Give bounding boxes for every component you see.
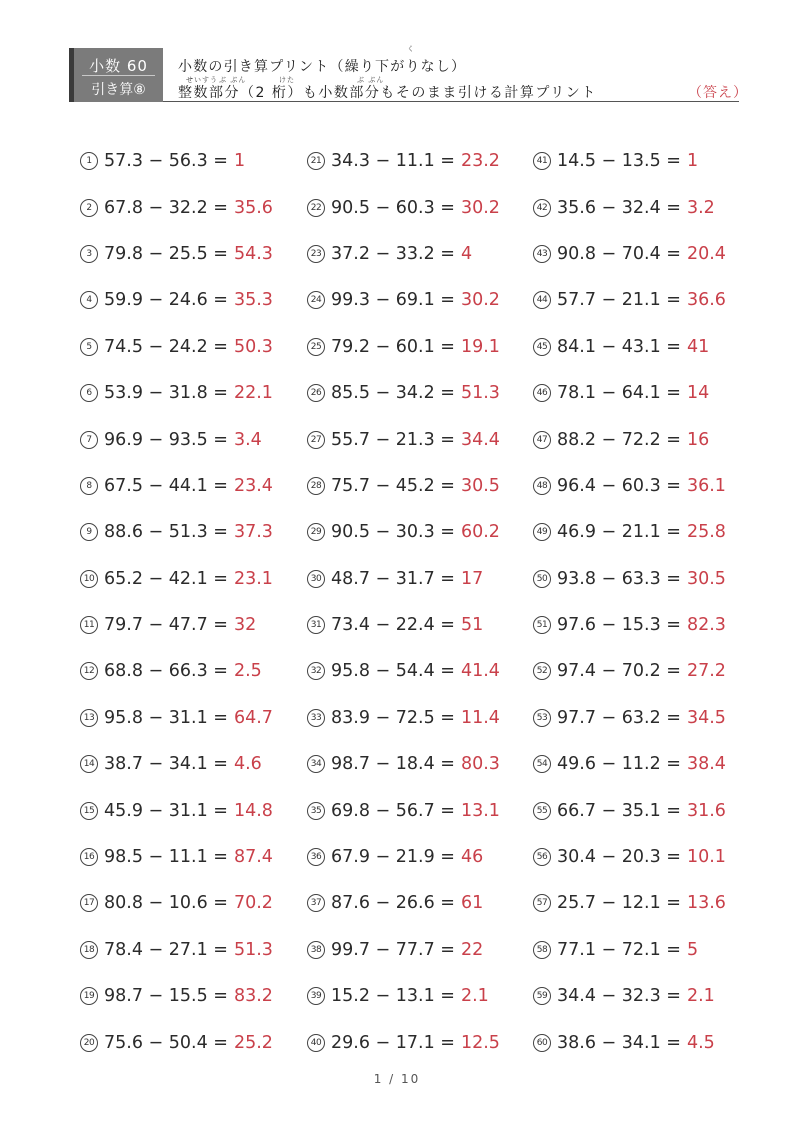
problem-expression: 97.4 − 70.2 = [557, 661, 681, 682]
problem-row [80, 324, 273, 370]
problem-expression: 90.5 − 60.3 = [331, 197, 455, 218]
problem-expression: 66.7 − 35.1 = [557, 800, 681, 821]
furigana-seisuu: せいすう [186, 76, 218, 84]
problem-expression: 85.5 − 34.2 = [331, 383, 455, 404]
problem-expression: 25.7 − 12.1 = [557, 893, 681, 914]
problem-number-badge: 12 [80, 662, 98, 680]
problem-row [80, 787, 273, 833]
problem-number-badge: 47 [533, 431, 551, 449]
problem-row [80, 277, 273, 323]
problem-answer: 3.4 [233, 429, 262, 450]
problem-number-badge: 23 [307, 245, 325, 263]
problem-expression: 67.5 − 44.1 = [104, 475, 228, 496]
problem-number-badge: 19 [80, 987, 98, 1005]
problem-row [80, 556, 273, 602]
problem-expression: 83.9 − 72.5 = [331, 707, 455, 728]
problem-answer: 35.6 [233, 197, 273, 218]
problem-answer: 51.3 [460, 383, 500, 404]
furigana-ku: く [407, 45, 414, 53]
problem-expression: 67.9 − 21.9 = [331, 847, 455, 868]
problem-number-badge: 52 [533, 662, 551, 680]
problem-answer: 64.7 [233, 707, 273, 728]
problem-number-badge: 13 [80, 709, 98, 727]
problem-number-badge: 16 [80, 848, 98, 866]
problem-expression: 57.3 − 56.3 = [104, 151, 228, 172]
problem-answer: 41 [686, 336, 710, 357]
problem-number-badge: 15 [80, 802, 98, 820]
problem-expression: 75.7 − 45.2 = [331, 475, 455, 496]
problem-expression: 29.6 − 17.1 = [331, 1032, 455, 1053]
problem-row [307, 834, 500, 880]
problem-row [80, 1019, 273, 1065]
problem-number-badge: 42 [533, 199, 551, 217]
problem-number-badge: 60 [533, 1034, 551, 1052]
problem-row [533, 927, 726, 973]
worksheet-subtitle: 整数部分（2 桁）も小数部分もそのまま引ける計算プリント [178, 85, 597, 101]
problem-expression: 98.5 − 11.1 = [104, 847, 228, 868]
problem-answer: 3.2 [686, 197, 715, 218]
problem-answer: 2.5 [233, 661, 262, 682]
problem-expression: 45.9 − 31.1 = [104, 800, 228, 821]
problem-number-badge: 58 [533, 941, 551, 959]
problem-row [80, 834, 273, 880]
problem-expression: 99.3 − 69.1 = [331, 290, 455, 311]
problem-expression: 97.7 − 63.2 = [557, 707, 681, 728]
problem-number-badge: 5 [80, 338, 98, 356]
problem-expression: 75.6 − 50.4 = [104, 1032, 228, 1053]
problem-row [533, 1019, 726, 1065]
problem-expression: 78.1 − 64.1 = [557, 383, 681, 404]
problem-answer: 38.4 [686, 754, 726, 775]
problem-expression: 88.2 − 72.2 = [557, 429, 681, 450]
problem-answer: 13.6 [686, 893, 726, 914]
problem-expression: 65.2 − 42.1 = [104, 568, 228, 589]
problem-number-badge: 21 [307, 152, 325, 170]
problem-number-badge: 4 [80, 291, 98, 309]
furigana-bubun-2: ぶ ぶん [357, 76, 385, 84]
problem-expression: 79.2 − 60.1 = [331, 336, 455, 357]
problem-row [307, 1019, 500, 1065]
problem-row [307, 509, 500, 555]
problem-row [533, 277, 726, 323]
problem-row [80, 463, 273, 509]
problem-row [533, 648, 726, 694]
problem-number-badge: 17 [80, 894, 98, 912]
problem-expression: 67.8 − 32.2 = [104, 197, 228, 218]
problem-answer: 32 [233, 615, 257, 636]
problem-number-badge: 10 [80, 570, 98, 588]
problem-answer: 4.6 [233, 754, 262, 775]
problem-expression: 96.4 − 60.3 = [557, 475, 681, 496]
problem-expression: 34.4 − 32.3 = [557, 986, 681, 1007]
problem-row [533, 880, 726, 926]
problem-row [307, 648, 500, 694]
problem-expression: 69.8 − 56.7 = [331, 800, 455, 821]
problem-row [533, 741, 726, 787]
problem-answer: 27.2 [686, 661, 726, 682]
problem-row [307, 277, 500, 323]
problem-expression: 73.4 − 22.4 = [331, 615, 455, 636]
problem-expression: 95.8 − 54.4 = [331, 661, 455, 682]
problem-expression: 30.4 − 20.3 = [557, 847, 681, 868]
problem-row [307, 231, 500, 277]
page-number: 1 / 10 [373, 1072, 421, 1086]
problem-answer: 10.1 [686, 847, 726, 868]
problem-expression: 48.7 − 31.7 = [331, 568, 455, 589]
problem-answer: 51 [460, 615, 484, 636]
problem-row [307, 927, 500, 973]
problem-row [533, 556, 726, 602]
problem-number-badge: 50 [533, 570, 551, 588]
problem-expression: 90.8 − 70.4 = [557, 243, 681, 264]
problem-expression: 96.9 − 93.5 = [104, 429, 228, 450]
problem-row [533, 138, 726, 184]
problem-number-badge: 41 [533, 152, 551, 170]
problem-answer: 22.1 [233, 383, 273, 404]
problem-answer: 36.6 [686, 290, 726, 311]
problem-row [307, 787, 500, 833]
problem-expression: 98.7 − 15.5 = [104, 986, 228, 1007]
problem-row [307, 880, 500, 926]
problem-row [80, 741, 273, 787]
problem-expression: 46.9 − 21.1 = [557, 522, 681, 543]
problem-expression: 79.8 − 25.5 = [104, 243, 228, 264]
problem-number-badge: 40 [307, 1034, 325, 1052]
problem-row [80, 509, 273, 555]
problem-row [307, 741, 500, 787]
problem-answer: 51.3 [233, 939, 273, 960]
problem-expression: 37.2 − 33.2 = [331, 243, 455, 264]
header-divider [163, 101, 739, 102]
problem-answer: 19.1 [460, 336, 500, 357]
problem-answer: 5 [686, 939, 699, 960]
problem-expression: 99.7 − 77.7 = [331, 939, 455, 960]
problem-answer: 30.2 [460, 197, 500, 218]
problem-row [80, 416, 273, 462]
problem-row [533, 184, 726, 230]
problem-number-badge: 1 [80, 152, 98, 170]
problem-expression: 93.8 − 63.3 = [557, 568, 681, 589]
problem-row [533, 973, 726, 1019]
problem-row [533, 787, 726, 833]
problem-answer: 37.3 [233, 522, 273, 543]
problem-expression: 34.3 − 11.1 = [331, 151, 455, 172]
problem-answer: 14.8 [233, 800, 273, 821]
problem-column-1 [80, 138, 273, 1066]
problem-answer: 25.8 [686, 522, 726, 543]
problem-answer: 70.2 [233, 893, 273, 914]
problem-number-badge: 31 [307, 616, 325, 634]
problem-answer: 23.2 [460, 151, 500, 172]
problem-row [307, 324, 500, 370]
problem-row [533, 231, 726, 277]
problem-answer: 35.3 [233, 290, 273, 311]
problem-number-badge: 39 [307, 987, 325, 1005]
problem-row [307, 138, 500, 184]
problem-number-badge: 57 [533, 894, 551, 912]
problem-answer: 30.2 [460, 290, 500, 311]
problem-number-badge: 32 [307, 662, 325, 680]
problem-number-badge: 8 [80, 477, 98, 495]
problem-number-badge: 59 [533, 987, 551, 1005]
problem-answer: 25.2 [233, 1032, 273, 1053]
problem-answer: 60.2 [460, 522, 500, 543]
problem-answer: 20.4 [686, 243, 726, 264]
problem-number-badge: 56 [533, 848, 551, 866]
problem-expression: 74.5 − 24.2 = [104, 336, 228, 357]
problem-answer: 36.1 [686, 475, 726, 496]
problem-row [80, 695, 273, 741]
problem-number-badge: 51 [533, 616, 551, 634]
problem-number-badge: 43 [533, 245, 551, 263]
problem-number-badge: 3 [80, 245, 98, 263]
problem-number-badge: 6 [80, 384, 98, 402]
problem-answer: 14 [686, 383, 710, 404]
problem-number-badge: 35 [307, 802, 325, 820]
answer-key-label: （答え） [688, 85, 748, 101]
problem-answer: 4 [460, 243, 473, 264]
furigana-keta: けた [279, 76, 295, 84]
problem-row [80, 927, 273, 973]
problem-number-badge: 20 [80, 1034, 98, 1052]
problem-row [307, 463, 500, 509]
problem-answer: 61 [460, 893, 484, 914]
badge-divider [82, 75, 155, 76]
problem-row [307, 695, 500, 741]
problem-expression: 53.9 − 31.8 = [104, 383, 228, 404]
problem-row [80, 370, 273, 416]
problem-number-badge: 18 [80, 941, 98, 959]
problem-number-badge: 7 [80, 431, 98, 449]
problem-expression: 14.5 − 13.5 = [557, 151, 681, 172]
problem-answer: 4.5 [686, 1032, 715, 1053]
problem-answer: 1 [233, 151, 246, 172]
problem-answer: 30.5 [460, 475, 500, 496]
problem-row [307, 973, 500, 1019]
problem-row [533, 695, 726, 741]
problem-row [80, 973, 273, 1019]
problem-expression: 35.6 − 32.4 = [557, 197, 681, 218]
problem-expression: 15.2 − 13.1 = [331, 986, 455, 1007]
problem-number-badge: 27 [307, 431, 325, 449]
problem-number-badge: 34 [307, 755, 325, 773]
problem-row [533, 370, 726, 416]
problem-row [307, 556, 500, 602]
problem-expression: 84.1 − 43.1 = [557, 336, 681, 357]
problem-expression: 77.1 − 72.1 = [557, 939, 681, 960]
problem-number-badge: 37 [307, 894, 325, 912]
problem-number-badge: 45 [533, 338, 551, 356]
problem-row [80, 648, 273, 694]
problem-number-badge: 9 [80, 523, 98, 541]
problem-number-badge: 44 [533, 291, 551, 309]
problem-number-badge: 30 [307, 570, 325, 588]
problem-number-badge: 25 [307, 338, 325, 356]
worksheet-badge [69, 48, 163, 102]
problem-answer: 16 [686, 429, 710, 450]
problem-number-badge: 53 [533, 709, 551, 727]
problem-row [307, 416, 500, 462]
problem-answer: 31.6 [686, 800, 726, 821]
problem-row [533, 509, 726, 555]
problem-number-badge: 28 [307, 477, 325, 495]
problem-expression: 97.6 − 15.3 = [557, 615, 681, 636]
problem-expression: 78.4 − 27.1 = [104, 939, 228, 960]
problem-answer: 1 [686, 151, 699, 172]
problem-number-badge: 36 [307, 848, 325, 866]
badge-unit-label: 引き算⑧ [91, 82, 146, 98]
furigana-bubun-1: ぶ ぶん [219, 76, 247, 84]
worksheet-title: 小数の引き算プリント（繰り下がりなし） [178, 59, 467, 75]
problem-row [533, 463, 726, 509]
problem-expression: 98.7 − 18.4 = [331, 754, 455, 775]
problem-number-badge: 29 [307, 523, 325, 541]
problem-number-badge: 22 [307, 199, 325, 217]
problem-expression: 57.7 − 21.1 = [557, 290, 681, 311]
problem-number-badge: 14 [80, 755, 98, 773]
problem-expression: 55.7 − 21.3 = [331, 429, 455, 450]
problem-column-2 [307, 138, 500, 1066]
problem-number-badge: 55 [533, 802, 551, 820]
problem-number-badge: 38 [307, 941, 325, 959]
problem-answer: 87.4 [233, 847, 273, 868]
problem-row [533, 324, 726, 370]
problem-answer: 54.3 [233, 243, 273, 264]
problem-row [80, 602, 273, 648]
problem-answer: 41.4 [460, 661, 500, 682]
problem-row [80, 880, 273, 926]
problem-answer: 82.3 [686, 615, 726, 636]
problem-answer: 34.4 [460, 429, 500, 450]
problem-answer: 30.5 [686, 568, 726, 589]
problem-expression: 90.5 − 30.3 = [331, 522, 455, 543]
problem-number-badge: 33 [307, 709, 325, 727]
problem-expression: 87.6 − 26.6 = [331, 893, 455, 914]
problem-answer: 83.2 [233, 986, 273, 1007]
problem-column-3 [533, 138, 726, 1066]
problem-answer: 2.1 [460, 986, 489, 1007]
problem-expression: 68.8 − 66.3 = [104, 661, 228, 682]
problem-answer: 12.5 [460, 1032, 500, 1053]
problem-number-badge: 26 [307, 384, 325, 402]
problem-number-badge: 11 [80, 616, 98, 634]
problem-row [533, 834, 726, 880]
problem-answer: 50.3 [233, 336, 273, 357]
problem-row [307, 184, 500, 230]
problem-number-badge: 46 [533, 384, 551, 402]
problem-answer: 17 [460, 568, 484, 589]
problem-expression: 49.6 − 11.2 = [557, 754, 681, 775]
problem-number-badge: 2 [80, 199, 98, 217]
problem-answer: 23.4 [233, 475, 273, 496]
problem-answer: 2.1 [686, 986, 715, 1007]
problem-answer: 80.3 [460, 754, 500, 775]
problem-number-badge: 49 [533, 523, 551, 541]
problem-answer: 13.1 [460, 800, 500, 821]
problem-row [533, 602, 726, 648]
problem-answer: 46 [460, 847, 484, 868]
problem-answer: 22 [460, 939, 484, 960]
problem-row [307, 370, 500, 416]
problem-expression: 88.6 − 51.3 = [104, 522, 228, 543]
problem-number-badge: 48 [533, 477, 551, 495]
problem-expression: 79.7 − 47.7 = [104, 615, 228, 636]
problem-row [80, 184, 273, 230]
problem-row [80, 138, 273, 184]
problem-number-badge: 24 [307, 291, 325, 309]
problem-expression: 59.9 − 24.6 = [104, 290, 228, 311]
badge-level-label: 小数 60 [89, 57, 148, 75]
problem-expression: 38.6 − 34.1 = [557, 1032, 681, 1053]
problem-number-badge: 54 [533, 755, 551, 773]
problem-answer: 23.1 [233, 568, 273, 589]
problem-row [80, 231, 273, 277]
problem-row [307, 602, 500, 648]
problem-expression: 38.7 − 34.1 = [104, 754, 228, 775]
problem-expression: 80.8 − 10.6 = [104, 893, 228, 914]
problem-row [533, 416, 726, 462]
problem-answer: 34.5 [686, 707, 726, 728]
problem-answer: 11.4 [460, 707, 500, 728]
problem-expression: 95.8 − 31.1 = [104, 707, 228, 728]
